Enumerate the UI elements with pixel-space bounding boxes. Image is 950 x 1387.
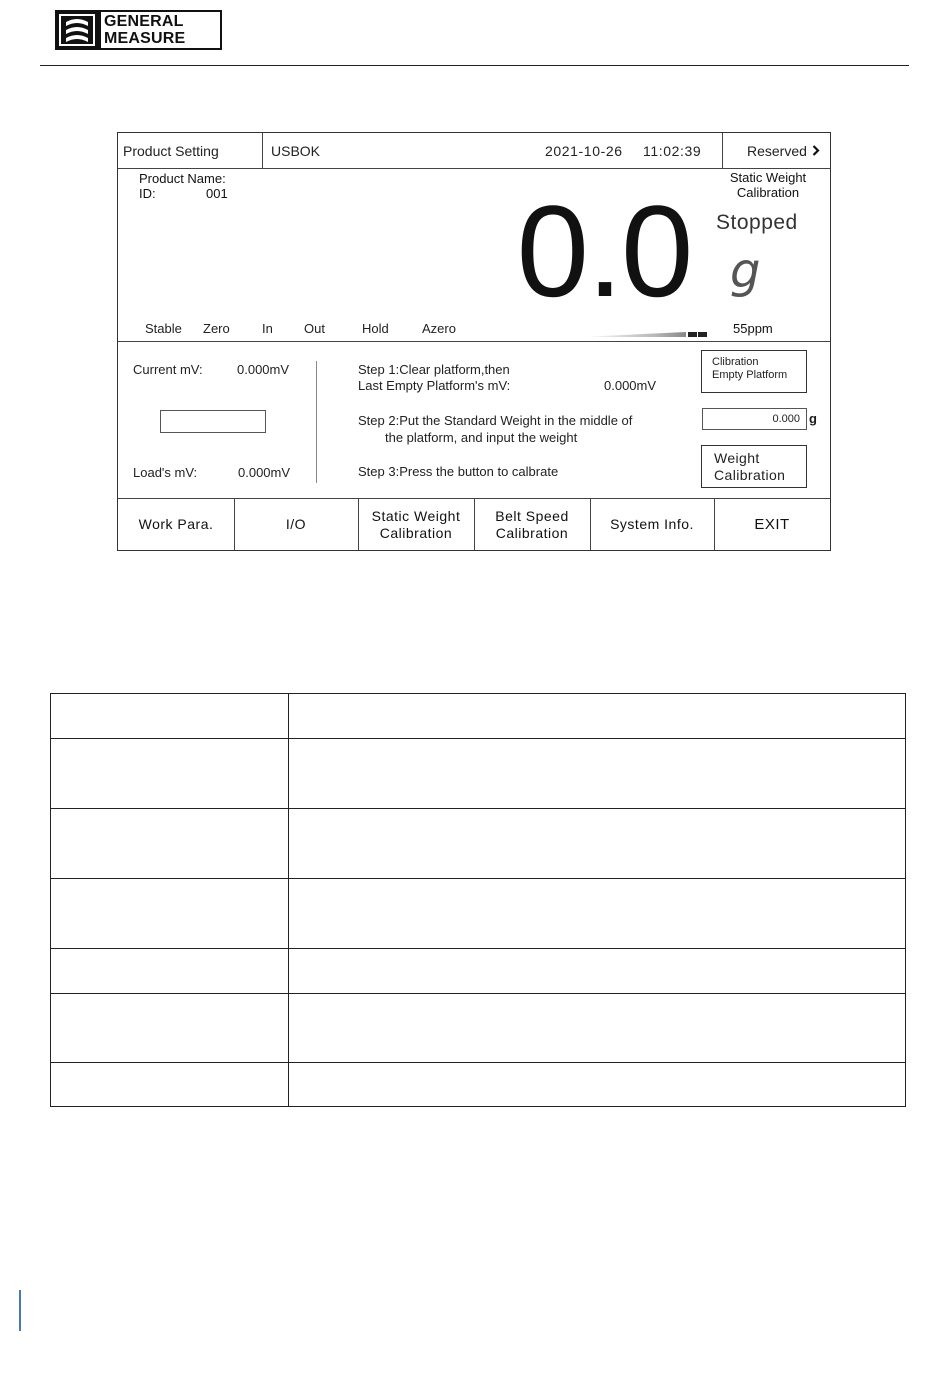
- nav-exit-button[interactable]: EXIT: [754, 516, 790, 533]
- table-cell: [51, 994, 289, 1062]
- nav-static-weight-calibration-button[interactable]: [358, 499, 474, 550]
- calibrate-empty-platform-button[interactable]: [701, 350, 807, 393]
- current-mv-value: 0.000mV: [237, 362, 290, 377]
- reserved-button[interactable]: [747, 133, 820, 168]
- table-cell: [51, 809, 289, 878]
- step1-line-2: Last Empty Platform's mV:: [358, 378, 511, 393]
- table-cell: [51, 949, 289, 993]
- header-divider: [40, 65, 909, 66]
- step3-text: Step 3:Press the button to calbrate: [358, 464, 559, 479]
- weight-unit: g: [730, 243, 761, 299]
- section-divider: [118, 341, 830, 342]
- nav-belt-line-1: Belt Speed: [495, 507, 569, 524]
- usb-status: USBOK: [271, 142, 321, 159]
- standard-weight-input[interactable]: 0.000: [702, 408, 807, 430]
- current-mv-label: Current mV:: [133, 362, 203, 377]
- table-row: [51, 949, 905, 994]
- run-status: Stopped: [716, 211, 798, 234]
- top-bar: [118, 133, 830, 169]
- calibrate-empty-button-line-2: Empty Platform: [712, 369, 788, 381]
- indicator-out: Out: [304, 321, 325, 336]
- logo-line-1: GENERAL: [104, 13, 184, 30]
- table-cell: [51, 879, 289, 948]
- product-id-label: ID:: [139, 186, 156, 201]
- time-display: 11:02:39: [643, 142, 702, 159]
- loads-mv-value: 0.000mV: [238, 465, 291, 480]
- nav-static-line-2: Calibration: [379, 524, 453, 541]
- empty-platform-mv-value: 0.000mV: [604, 378, 657, 393]
- mode-label-line-1: Static Weight: [729, 170, 807, 185]
- indicator-in: In: [262, 321, 273, 336]
- indicator-hold: Hold: [362, 321, 389, 336]
- indicator-stable: Stable: [145, 321, 182, 336]
- weight-calibration-button-line-2: Calibration: [714, 467, 786, 483]
- reserved-label: Reserved: [747, 142, 807, 159]
- nav-system-info-button[interactable]: System Info.: [610, 516, 694, 532]
- menu-title: Product Setting: [123, 142, 219, 159]
- nav-belt-speed-calibration-button[interactable]: [474, 499, 590, 550]
- speed-value: 55ppm: [733, 321, 773, 336]
- table-cell: [51, 739, 289, 808]
- nav-io-button[interactable]: I/O: [285, 516, 307, 532]
- table-row: [51, 879, 905, 949]
- step2-line-1: Step 2:Put the Standard Weight in the middle of: [358, 413, 633, 428]
- loads-mv-label: Load's mV:: [133, 465, 198, 480]
- table-row: [51, 994, 905, 1063]
- step2-line-2: the platform, and input the weight: [385, 430, 578, 445]
- chevron-right-icon: [812, 143, 820, 159]
- indicator-zero: Zero: [203, 321, 230, 336]
- table-cell: [51, 1063, 289, 1106]
- logo-mark-icon: [57, 12, 101, 48]
- table-row: [51, 809, 905, 879]
- nav-belt-line-2: Calibration: [495, 524, 569, 541]
- company-logo: [55, 10, 222, 50]
- mode-label: [710, 170, 826, 200]
- product-name-label: Product Name:: [139, 171, 226, 186]
- weight-calibration-button[interactable]: [701, 445, 807, 488]
- logo-line-2: MEASURE: [104, 30, 186, 47]
- step1-line-1: Step 1:Clear platform,then: [358, 362, 510, 377]
- nav-work-para-button[interactable]: Work Para.: [138, 516, 214, 532]
- date-display: 2021-10-26: [545, 142, 623, 159]
- hmi-screen: [117, 132, 831, 551]
- load-input-field[interactable]: [160, 410, 266, 433]
- calibrate-empty-button-line-1: Clibration: [712, 356, 759, 368]
- table-row: [51, 1063, 905, 1106]
- weight-calibration-button-line-1: Weight: [714, 450, 760, 466]
- nav-static-line-1: Static Weight: [371, 507, 461, 524]
- table-cell: [51, 694, 289, 738]
- page-margin-marker: [19, 1290, 21, 1331]
- indicator-azero: Azero: [422, 321, 456, 336]
- parameter-table: [50, 693, 906, 1107]
- product-id-value: 001: [206, 186, 228, 201]
- mode-label-line-2: Calibration: [736, 185, 800, 200]
- table-row: [51, 694, 905, 739]
- table-row: [51, 739, 905, 809]
- panel-separator: [316, 361, 317, 483]
- weight-display: 0.0: [516, 178, 692, 324]
- standard-weight-unit: g: [809, 411, 817, 426]
